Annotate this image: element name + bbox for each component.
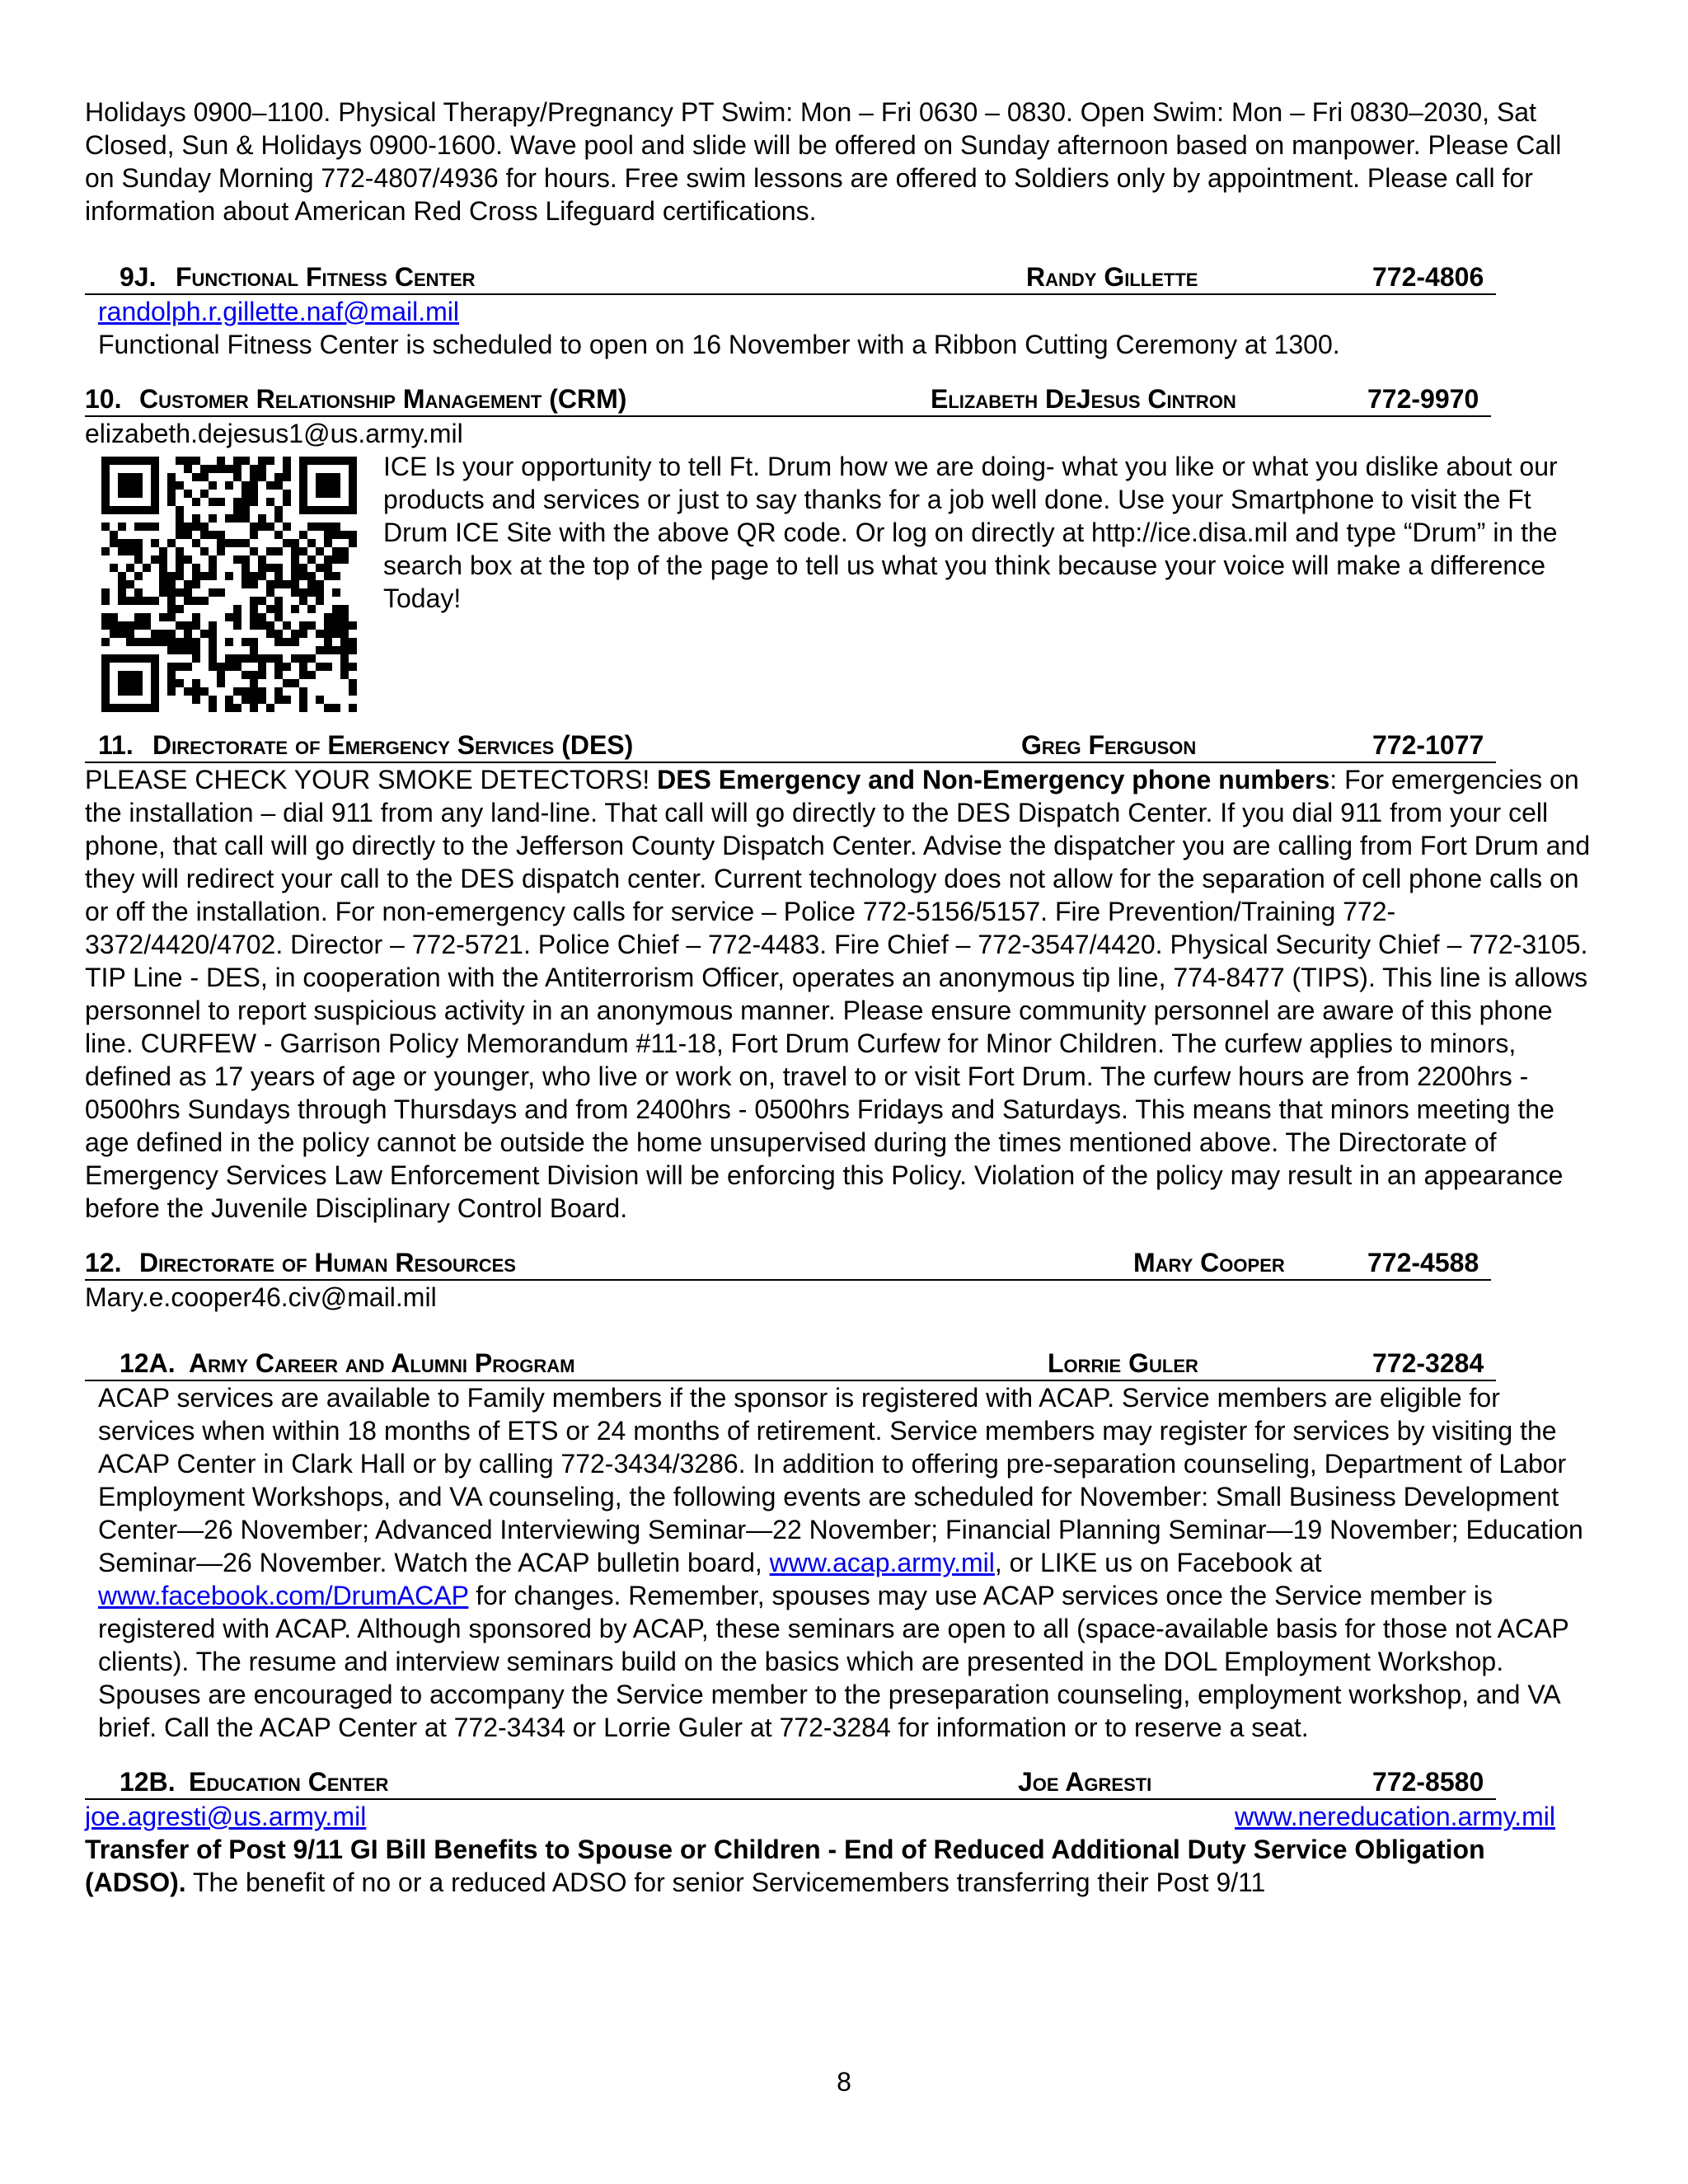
section-phone: 772-3284	[1372, 1348, 1484, 1378]
section-contact: Elizabeth DeJesus Cintron	[931, 384, 1236, 414]
acap-paragraph: ACAP services are available to Family members if the sponsor is registered with ACAP. Service members are eligible for services when within 18 months of ETS or 24 months of retirement. Service members may register for services by visiting the ACAP Center in Clark Hall or by calling 772-3434/3286. In addition to offering pre-separation counseling, Department of Labor Employment Workshops, and VA counseling, the following events are scheduled for November: Small Business Development Center—26 November; Advanced Interviewing Seminar—22 November; Financial Planning Seminar—19 November; Education Seminar—26 November. Watch the ACAP bulletin board, www.acap.army.mil, or LIKE us on Facebook at www.facebook.com/DrumACAP for changes. Remember, spouses may use ACAP services once the Service member is registered with ACAP. Although sponsored by ACAP, these seminars are open to all (space-available basis for those not ACAP clients). The resume and interview seminars build on the basics which are presented in the DOL Employment Workshop. Spouses are encouraged to accompany the Service member to the preseparation counseling, employment workshop, and VA brief. Call the ACAP Center at 772-3434 or Lorrie Guler at 772-3284 for information or to reserve a seat.	[98, 1383, 1583, 1742]
section-contact: Mary Cooper	[1133, 1248, 1285, 1277]
section-phone: 772-1077	[1372, 730, 1484, 760]
email-text: Mary.e.cooper46.civ@mail.mil	[85, 1282, 437, 1312]
section-phone: 772-4806	[1372, 262, 1484, 292]
email-text: elizabeth.dejesus1@us.army.mil	[85, 419, 463, 448]
section-contact: Greg Ferguson	[1021, 730, 1197, 760]
section-header-11	[85, 729, 1496, 763]
section-header-12	[85, 1246, 1491, 1281]
section-number: 12A.	[120, 1348, 176, 1378]
section-number: 11.	[98, 730, 134, 760]
section-contact: Lorrie Guler	[1048, 1348, 1198, 1378]
section-title: Army Career and Alumni Program	[189, 1348, 575, 1378]
email-link[interactable]: randolph.r.gillette.naf@mail.mil	[98, 297, 460, 326]
section-phone: 772-4588	[1367, 1248, 1479, 1277]
pool-hours-paragraph: Holidays 0900–1100. Physical Therapy/Pregnancy PT Swim: Mon – Fri 0630 – 0830. Open Swim: Mon – Fri 0830–2030, Sat Closed, Sun & Holidays 0900-1600. Wave pool and slide will be offered on Sunday afternoon based on manpower. Please Call on Sunday Morning 772-4807/4936 for hours. Free swim lessons are offered to Soldiers only by appointment. Please call for information about American Red Cross Lifeguard certifications.	[85, 97, 1562, 226]
qr-code-icon	[101, 457, 357, 712]
section-header-9j	[85, 260, 1496, 295]
section-contact: Randy Gillette	[1026, 262, 1198, 292]
page-number: 8	[837, 2067, 851, 2097]
facebook-link[interactable]: www.facebook.com/DrumACAP	[98, 1581, 469, 1610]
section-phone: 772-9970	[1367, 384, 1479, 414]
section-title: Education Center	[189, 1767, 389, 1797]
section-number: 9J.	[120, 262, 157, 292]
section-phone: 772-8580	[1372, 1767, 1484, 1797]
des-paragraph: PLEASE CHECK YOUR SMOKE DETECTORS! DES Emergency and Non-Emergency phone numbers: For emergencies on the installation – dial 911 from any land-line. That call will go directly to the DES Dispatch Center. If you dial 911 from your cell phone, that call will go directly to the Jefferson County Dispatch Center. Advise the dispatcher you are calling from Fort Drum and they will redirect your call to the DES dispatch center. Current technology does not allow for the separation of cell phone calls on or off the installation. For non-emergency calls for service – Police 772-5156/5157. Fire Prevention/Training 772-3372/4420/4702. Director – 772-5721. Police Chief – 772-4483. Fire Chief – 772-3547/4420. Physical Security Chief – 772-3105. TIP Line - DES, in cooperation with the Antiterrorism Officer, operates an anonymous tip line, 774-8477 (TIPS). This line is allows personnel to report suspicious activity in an anonymous manner. Please ensure community personnel are aware of this phone line. CURFEW - Garrison Policy Memorandum #11-18, Fort Drum Curfew for Minor Children. The curfew applies to minors, defined as 17 years of age or younger, who live or work on, travel to or visit Fort Drum. The curfew hours are from 2200hrs - 0500hrs Sundays through Thursdays and from 2400hrs - 0500hrs Fridays and Saturdays. This means that minors meeting the age defined in the policy cannot be outside the home unsupervised during the times mentioned above. The Directorate of Emergency Services Law Enforcement Division will be enforcing this Policy. Violation of the policy may result in an appearance before the Juvenile Disciplinary Control Board.	[85, 765, 1591, 1223]
gi-bill-paragraph: Transfer of Post 9/11 GI Bill Benefits to Spouse or Children - End of Reduced Additional Duty Service Obligation (ADSO). The benefit of no or a reduced ADSO for senior Servicemembers transferring their Post 9/11	[85, 1835, 1485, 1897]
section-header-10	[85, 382, 1491, 417]
section-title: Functional Fitness Center	[176, 262, 476, 292]
section-title: Directorate of Human Resources	[139, 1248, 516, 1277]
section-title: Directorate of Emergency Services (DES)	[152, 730, 634, 760]
section-title: Customer Relationship Management (CRM)	[139, 384, 627, 414]
acap-website-link[interactable]: www.acap.army.mil	[769, 1548, 995, 1577]
section-number: 10.	[85, 384, 122, 414]
section-number: 12B.	[120, 1767, 176, 1797]
section-body: Functional Fitness Center is scheduled to open on 16 November with a Ribbon Cutting Ceremony at 1300.	[98, 330, 1340, 359]
section-header-12a	[85, 1347, 1496, 1381]
ice-description: ICE Is your opportunity to tell Ft. Drum how we are doing- what you like or what you dislike about our products and services or just to say thanks for a job well done. Use your Smartphone to visit the Ft Drum ICE Site with the above QR code. Or log on directly at http://ice.disa.mil and type “Drum” in the search box at the top of the page to tell us what you think because your voice will make a difference Today!	[383, 452, 1558, 613]
section-header-12b	[85, 1765, 1496, 1800]
education-website-link[interactable]: www.nereducation.army.mil	[1235, 1802, 1555, 1831]
section-contact: Joe Agresti	[1018, 1767, 1152, 1797]
email-link[interactable]: joe.agresti@us.army.mil	[85, 1802, 367, 1831]
document-page	[85, 96, 1593, 1899]
section-number: 12.	[85, 1248, 122, 1277]
